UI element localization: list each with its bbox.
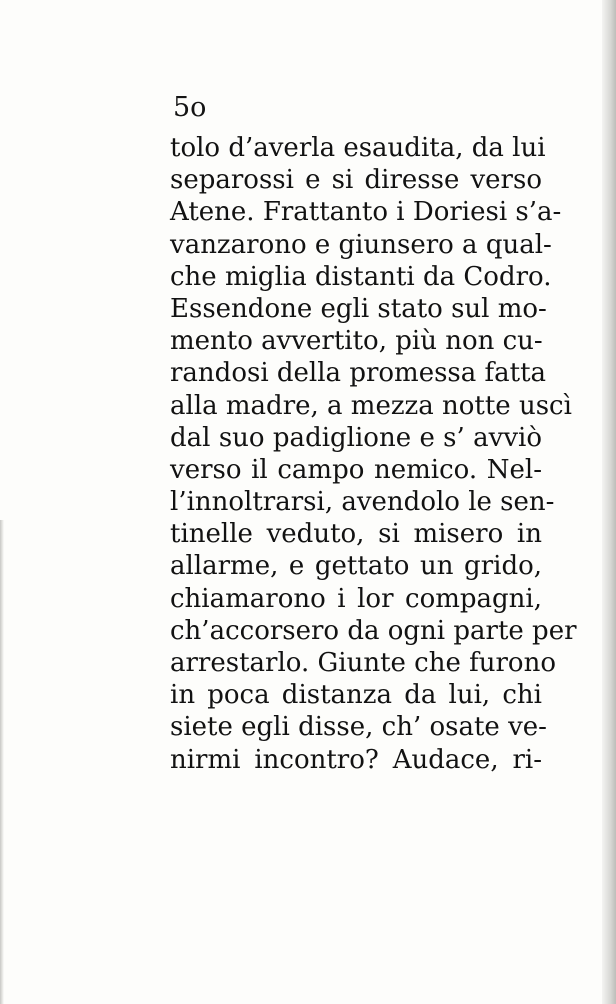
page-left-edge [0,520,4,1004]
page-number: 5o [173,92,207,123]
text-line: dal suo padiglione e s’ avviò [170,422,542,453]
body-text [170,132,577,776]
text-line: in poca distanza da lui, chi [170,680,542,711]
text-line: Atene. Frattanto i Doriesi s’a- [170,197,562,228]
text-line: tinelle veduto, si misero in [170,519,542,550]
text-line: mento avvertito, più non cu- [170,326,543,357]
text-line: siete egli disse, ch’ osate ve- [170,712,547,743]
page-right-edge [602,0,616,1004]
text-line: allarme, e gettato un grido, [170,551,542,582]
text-line: che miglia distanti da Codro. [170,261,552,292]
text-line: chiamarono i lor compagni, [170,583,542,614]
text-line: ch’accorsero da ogni parte per [170,615,577,646]
text-line: alla madre, a mezza notte uscì [170,390,572,421]
text-line: verso il campo nemico. Nel- [170,454,542,485]
text-line: vanzarono e giunsero a qual- [170,229,552,260]
text-line: arrestarlo. Giunte che furono [170,648,556,678]
text-line: l’innoltrarsi, avendolo le sen- [170,487,555,518]
text-line: Essendone egli stato sul mo- [170,293,547,324]
text-line: separossi e si diresse verso [170,165,542,196]
text-line: randosi della promessa fatta [170,358,547,389]
text-line: tolo d’averla esaudita, da lui [170,133,546,163]
text-line: nirmi incontro? Audace, ri- [170,744,542,775]
